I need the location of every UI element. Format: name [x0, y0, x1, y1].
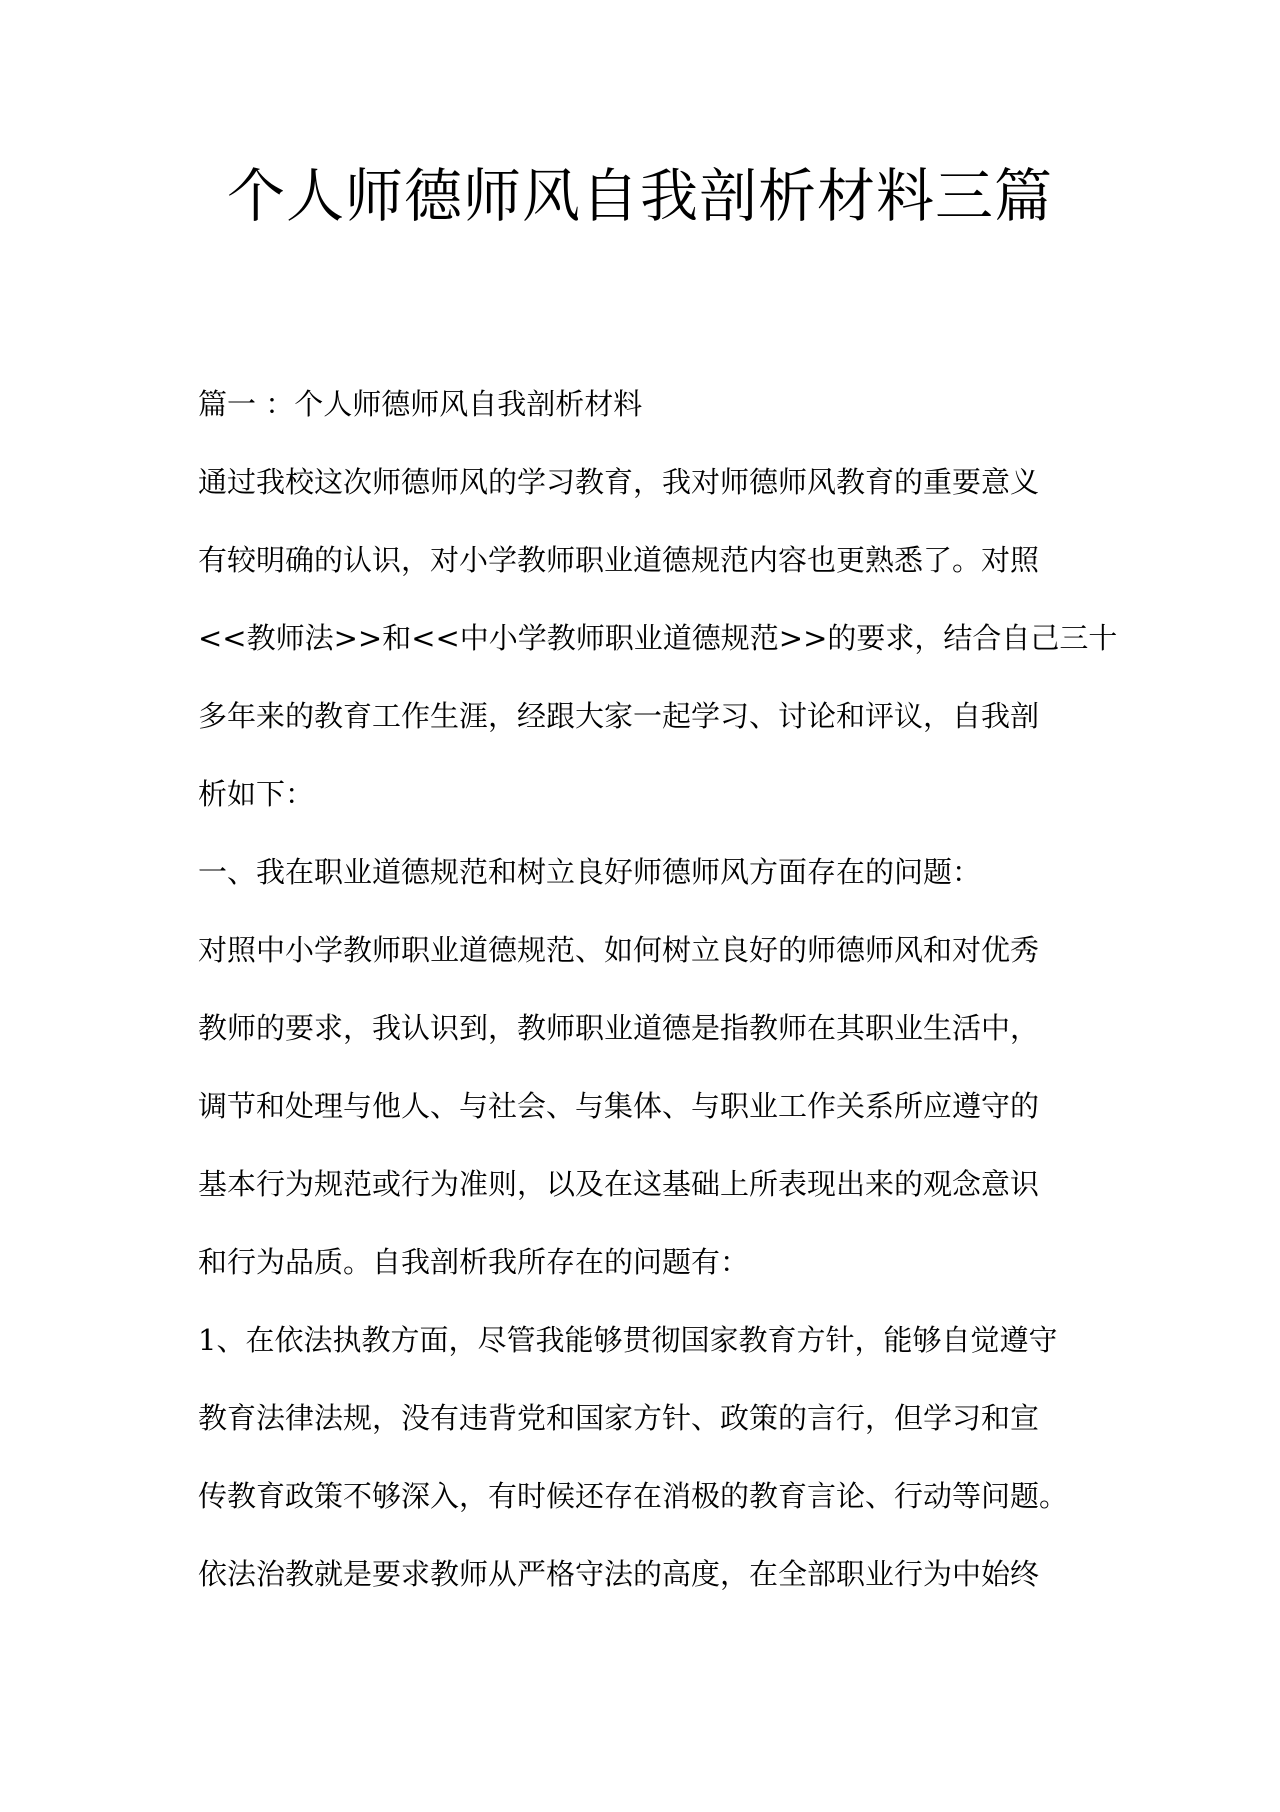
body-line: 1、在依法执教方面，尽管我能够贯彻国家教育方针，能够自觉遵守 [198, 1323, 1058, 1357]
section-heading-part-one: 篇一 ：个人师德师风自我剖析材料 [198, 387, 643, 421]
body-line: 教育法律法规，没有违背党和国家方针、政策的言行，但学习和宣 [198, 1401, 1040, 1435]
body-line: 传教育政策不够深入，有时候还存在消极的教育言论、行动等问题。 [198, 1479, 1069, 1513]
body-line: 和行为品质。自我剖析我所存在的问题有： [198, 1245, 750, 1279]
body-line: 依法治教就是要求教师从严格守法的高度，在全部职业行为中始终 [198, 1557, 1040, 1591]
body-line: 通过我校这次师德师风的学习教育，我对师德师风教育的重要意义 [198, 465, 1040, 499]
body-line: <<教师法>>和<<中小学教师职业道德规范>>的要求，结合自己三十 [198, 621, 1118, 655]
body-line: 对照中小学教师职业道德规范、如何树立良好的师德师风和对优秀 [198, 933, 1040, 967]
body-line: 调节和处理与他人、与社会、与集体、与职业工作关系所应遵守的 [198, 1089, 1040, 1123]
document-title: 个人师德师风自我剖析材料三篇 [226, 162, 1053, 230]
body-line: 基本行为规范或行为准则，以及在这基础上所表现出来的观念意识 [198, 1167, 1040, 1201]
body-line: 析如下： [198, 777, 315, 811]
body-line: 教师的要求，我认识到，教师职业道德是指教师在其职业生活中， [198, 1011, 1040, 1045]
body-line: 多年来的教育工作生涯，经跟大家一起学习、讨论和评议，自我剖 [198, 699, 1040, 733]
body-line: 有较明确的认识，对小学教师职业道德规范内容也更熟悉了。对照 [198, 543, 1040, 577]
section-heading-problems: 一、我在职业道德规范和树立良好师德师风方面存在的问题： [198, 855, 982, 889]
